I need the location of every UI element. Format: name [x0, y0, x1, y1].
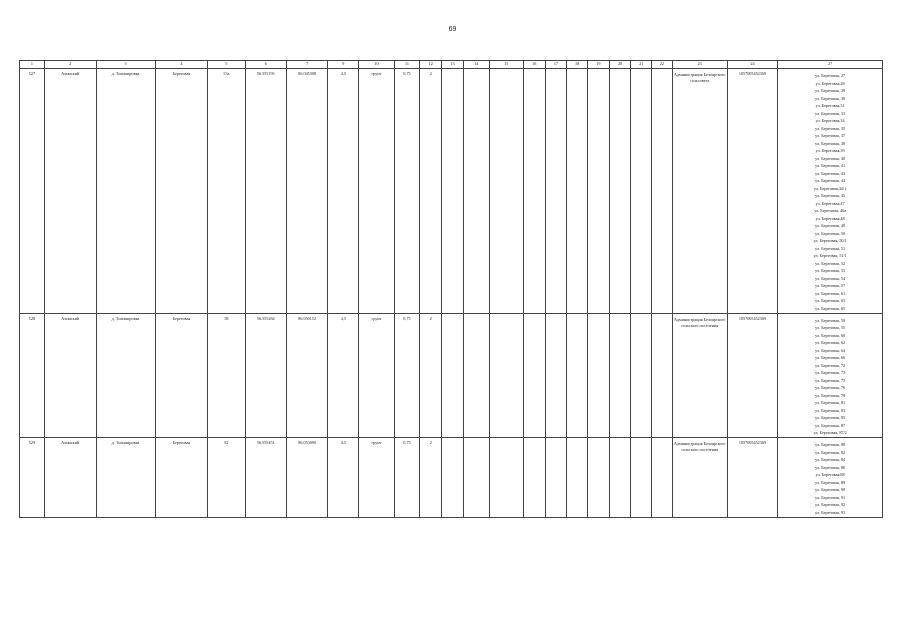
empty-cell: [523, 313, 545, 438]
address-line: ул. Береговая, 44: [815, 178, 846, 183]
address-line: ул. Береговая,28: [815, 80, 845, 86]
cell-street: Береговая: [155, 313, 208, 438]
address-line: ул. Береговая, 65: [815, 305, 846, 311]
address-line: ул. Береговая, 60: [815, 332, 846, 338]
address-line: ул. Береговая, 55: [815, 325, 846, 330]
address-line: ул. Береговая, 40: [815, 155, 846, 161]
address-line: ул. Береговая, 27: [815, 73, 846, 78]
cell-house: 53а: [208, 69, 245, 314]
address-line: ул. Береговая, 81: [815, 400, 846, 405]
address-line: ул. Береговая, 62: [815, 340, 846, 345]
address-line: ул. Береговая, 89: [815, 479, 846, 485]
cell-addresses: [778, 313, 883, 438]
address-line: ул. Береговая, 33: [815, 110, 846, 116]
address-line: ул. Береговая, 75: [815, 377, 846, 383]
header-cell: 27: [778, 61, 883, 69]
address-line: ул. Береговая, 87: [815, 422, 846, 428]
address-line: ул. Береговая, 52: [815, 260, 846, 266]
empty-cell: [652, 313, 673, 438]
cell-count: 2: [420, 313, 442, 438]
cell-inn: 1057005452369: [727, 69, 778, 314]
address-line: ул. Береговая, 50/1: [813, 238, 847, 243]
empty-cell: [523, 438, 545, 518]
address-line: ул. Береговая, 37: [815, 133, 846, 138]
registry-table: [19, 60, 883, 518]
empty-cell: [587, 69, 609, 314]
header-cell: 1: [20, 61, 45, 69]
header-cell: 18: [567, 61, 588, 69]
empty-cell: [463, 313, 489, 438]
address-line: ул. Береговая, 30: [815, 95, 846, 101]
address-line: ул. Береговая, 72: [815, 362, 846, 368]
cell-num: 528: [20, 313, 45, 438]
cell-district: Ачинский: [44, 313, 96, 438]
header-cell: 17: [545, 61, 567, 69]
address-line: ул. Береговая,48: [815, 215, 845, 221]
header-cell: 13: [442, 61, 464, 69]
cell-district: Ачинский: [44, 69, 96, 314]
cell-lat: 56.555451: [245, 438, 286, 518]
header-cell: 5: [208, 61, 245, 69]
empty-cell: [463, 438, 489, 518]
empty-cell: [567, 313, 588, 438]
address-line: ул. Береговая, 57: [815, 283, 846, 288]
address-line: ул. Береговая, 61: [815, 290, 846, 296]
empty-cell: [609, 313, 631, 438]
cell-house: 82: [208, 438, 245, 518]
address-line: ул. Береговая, 45: [815, 193, 846, 198]
address-line: ул. Береговая, 78: [815, 392, 846, 398]
cell-lon: 86.050152: [286, 313, 327, 438]
address-line: ул. Береговая, 51/1: [813, 253, 847, 258]
empty-cell: [567, 69, 588, 314]
cell-owner: Администрация Белоярского сельского поселения: [672, 313, 727, 438]
address-line: ул. Береговая, 92: [815, 502, 846, 507]
empty-cell: [523, 69, 545, 314]
address-line: ул. Береговая, 64: [815, 347, 846, 353]
table-row: [20, 438, 883, 518]
cell-surface: грунт: [359, 313, 394, 438]
empty-cell: [442, 438, 464, 518]
address-line: ул. Береговая, 54: [815, 275, 846, 281]
cell-inn: 1057005452369: [727, 438, 778, 518]
header-cell: 16: [523, 61, 545, 69]
cell-owner: Администрация Белоярского сельского поселения: [672, 438, 727, 518]
address-line: ул. Береговая,31: [815, 103, 845, 108]
cell-village: д. Тихомировка: [96, 313, 155, 438]
header-cell: 21: [631, 61, 652, 69]
cell-count: 2: [420, 69, 442, 314]
header-cell: 3: [96, 61, 155, 69]
address-line: ул. Береговая, 90: [815, 487, 846, 492]
header-cell: 19: [587, 61, 609, 69]
cell-addresses: [778, 438, 883, 518]
cell-lat: 56.555193: [245, 69, 286, 314]
cell-lon: 86.045308: [286, 69, 327, 314]
cell-lon: 86.053090: [286, 438, 327, 518]
cell-volume: 0,75: [394, 313, 420, 438]
table-row: [20, 313, 883, 438]
empty-cell: [631, 438, 652, 518]
address-line: ул. Береговая,47: [815, 200, 845, 206]
address-line: ул. Береговая, 86: [815, 464, 846, 470]
address-line: ул. Береговая, 46а: [814, 208, 847, 213]
address-line: ул. Береговая, 82: [815, 449, 846, 455]
address-line: ул. Береговая, 59: [815, 317, 846, 323]
empty-cell: [442, 313, 464, 438]
cell-village: д. Тихомировка: [96, 69, 155, 314]
empty-cell: [587, 438, 609, 518]
empty-cell: [631, 313, 652, 438]
empty-cell: [463, 69, 489, 314]
empty-cell: [545, 69, 567, 314]
empty-cell: [609, 438, 631, 518]
address-line: ул. Береговая, 83: [815, 407, 846, 413]
empty-cell: [652, 438, 673, 518]
cell-district: Ачинский: [44, 438, 96, 518]
address-line: ул. Береговая,39: [815, 148, 845, 153]
header-cell: 9: [328, 61, 359, 69]
address-line: ул. Береговая, 66: [815, 355, 846, 360]
header-cell: 22: [652, 61, 673, 69]
header-cell: 24: [727, 61, 778, 69]
address-line: ул. Береговая,88: [815, 472, 845, 477]
empty-cell: [489, 438, 523, 518]
header-cell: 7: [286, 61, 327, 69]
cell-area: 4,5: [328, 313, 359, 438]
cell-area: 4,5: [328, 69, 359, 314]
cell-surface: грунт: [359, 438, 394, 518]
cell-inn: 1057005452369: [727, 313, 778, 438]
header-cell: 10: [359, 61, 394, 69]
cell-num: 529: [20, 438, 45, 518]
cell-surface: грунт: [359, 69, 394, 314]
address-line: ул. Береговая, 35: [815, 125, 846, 131]
address-line: ул. Береговая, 80: [815, 442, 846, 447]
empty-cell: [545, 438, 567, 518]
address-line: ул. Береговая, 91: [815, 494, 846, 500]
empty-cell: [442, 69, 464, 314]
cell-addresses: [778, 69, 883, 314]
cell-owner: Администрация Белоярского сельсовета: [672, 69, 727, 314]
header-cell: 20: [609, 61, 631, 69]
address-line: ул. Береговая, 93: [815, 509, 846, 515]
empty-cell: [545, 313, 567, 438]
empty-cell: [489, 69, 523, 314]
address-line: ул. Береговая, 41: [815, 163, 846, 168]
address-line: ул. Береговая, 53: [815, 268, 846, 273]
address-line: ул. Береговая,34: [815, 118, 845, 123]
address-line: ул. Береговая, 49: [815, 223, 846, 228]
table-row: [20, 69, 883, 314]
header-cell: 4: [155, 61, 208, 69]
empty-cell: [587, 313, 609, 438]
cell-volume: 0,75: [394, 438, 420, 518]
address-line: ул. Береговая, 76: [815, 385, 846, 390]
cell-street: Береговая: [155, 69, 208, 314]
cell-num: 527: [20, 69, 45, 314]
cell-area: 4,5: [328, 438, 359, 518]
address-line: ул. Береговая, 50: [815, 230, 846, 236]
address-line: ул. Береговая, 29: [815, 88, 846, 93]
empty-cell: [489, 313, 523, 438]
page-number: 69: [448, 26, 457, 33]
cell-village: д. Тихомировка: [96, 438, 155, 518]
empty-cell: [652, 69, 673, 314]
header-cell: 12: [420, 61, 442, 69]
header-cell: 23: [672, 61, 727, 69]
empty-cell: [631, 69, 652, 314]
empty-cell: [609, 69, 631, 314]
header-cell: 11: [394, 61, 420, 69]
address-line: ул. Береговая, 85: [815, 415, 846, 420]
address-line: ул. Береговая, 84: [815, 457, 846, 462]
cell-count: 2: [420, 438, 442, 518]
header-cell: 2: [44, 61, 96, 69]
address-line: ул. Береговая, 87/2: [813, 430, 847, 435]
empty-cell: [567, 438, 588, 518]
header-cell: 14: [463, 61, 489, 69]
address-line: ул. Береговая, 73: [815, 370, 846, 375]
address-line: ул. Береговая, 51: [815, 245, 846, 251]
cell-lat: 56.555264: [245, 313, 286, 438]
cell-street: Береговая: [155, 438, 208, 518]
header-cell: 6: [245, 61, 286, 69]
address-line: ул. Береговая,44/1: [814, 185, 847, 191]
address-line: ул. Береговая, 63: [815, 298, 846, 303]
cell-house: 58: [208, 313, 245, 438]
header-row: [20, 61, 883, 69]
cell-volume: 0,75: [394, 69, 420, 314]
address-line: ул. Береговая, 43: [815, 170, 846, 176]
address-line: ул. Береговая, 38: [815, 140, 846, 146]
header-cell: 15: [489, 61, 523, 69]
